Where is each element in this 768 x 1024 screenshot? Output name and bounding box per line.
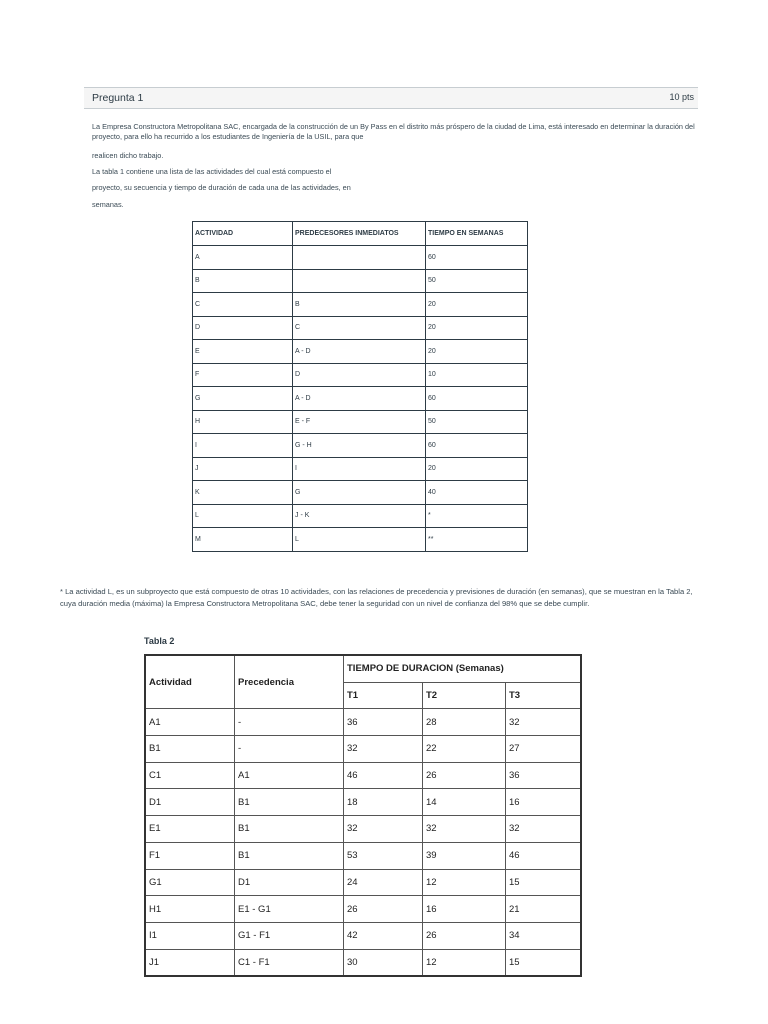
cell-actividad: F1 <box>145 842 235 869</box>
cell-precedencia: B1 <box>235 842 344 869</box>
header-predecesores: PREDECESORES INMEDIATOS <box>293 222 426 246</box>
footnote-activity-l: * La actividad L, es un subproyecto que está compuesto de otras 10 actividades, con las relaciones de precedencia y previsiones de duración (en semanas), que se muestran en la Tabla 2, cuya duración media (máxima) la Empresa Constructora Metropolitana SAC, debe tener la seguridad con un nivel de confianza del 98% que se debe cumplir. <box>60 587 693 608</box>
table2-caption: Tabla 2 <box>144 636 175 646</box>
cell-actividad: J1 <box>145 949 235 976</box>
cell-actividad: B1 <box>145 736 235 763</box>
cell-t3: 21 <box>506 896 582 923</box>
cell-actividad: C1 <box>145 762 235 789</box>
cell-t2: 12 <box>423 869 506 896</box>
table-row <box>193 481 528 505</box>
question-title: Pregunta 1 <box>92 92 144 104</box>
table-row <box>193 434 528 458</box>
table-row <box>145 869 581 896</box>
table-row <box>193 246 528 270</box>
cell-t3: 27 <box>506 736 582 763</box>
cell-predecesores: I <box>293 457 426 481</box>
cell-predecesores: G - H <box>293 434 426 458</box>
cell-actividad: M <box>193 528 293 552</box>
cell-predecesores: A - D <box>293 340 426 364</box>
table-row <box>145 896 581 923</box>
cell-predecesores: B <box>293 293 426 317</box>
table-row <box>193 528 528 552</box>
cell-t3: 36 <box>506 762 582 789</box>
cell-actividad: K <box>193 481 293 505</box>
cell-actividad: J <box>193 457 293 481</box>
question-points: 10 pts <box>669 92 694 102</box>
cell-actividad: I <box>193 434 293 458</box>
cell-actividad: A1 <box>145 709 235 736</box>
cell-tiempo: 20 <box>426 340 528 364</box>
cell-actividad: D1 <box>145 789 235 816</box>
cell-t3: 15 <box>506 949 582 976</box>
cell-t3: 32 <box>506 709 582 736</box>
cell-predecesores: J - K <box>293 504 426 528</box>
cell-actividad: E1 <box>145 816 235 843</box>
table-row <box>145 816 581 843</box>
table-row <box>145 949 581 976</box>
table-row <box>193 293 528 317</box>
table-row <box>145 762 581 789</box>
subproject-table <box>144 654 582 977</box>
cell-t1: 32 <box>344 736 423 763</box>
table-row <box>145 709 581 736</box>
cell-precedencia: D1 <box>235 869 344 896</box>
table-row <box>145 842 581 869</box>
cell-t1: 46 <box>344 762 423 789</box>
table-row <box>193 340 528 364</box>
cell-tiempo: 60 <box>426 246 528 270</box>
cell-t1: 24 <box>344 869 423 896</box>
table-header-row <box>193 222 528 246</box>
cell-precedencia: - <box>235 736 344 763</box>
cell-t1: 18 <box>344 789 423 816</box>
cell-precedencia: C1 - F1 <box>235 949 344 976</box>
cell-precedencia: G1 - F1 <box>235 922 344 949</box>
cell-t3: 16 <box>506 789 582 816</box>
cell-t1: 30 <box>344 949 423 976</box>
cell-predecesores: D <box>293 363 426 387</box>
cell-tiempo: 20 <box>426 316 528 340</box>
cell-tiempo: ** <box>426 528 528 552</box>
cell-predecesores <box>293 246 426 270</box>
cell-t1: 26 <box>344 896 423 923</box>
cell-t2: 26 <box>423 762 506 789</box>
cell-tiempo: 50 <box>426 410 528 434</box>
cell-tiempo: 60 <box>426 387 528 411</box>
table-row <box>145 789 581 816</box>
cell-tiempo: 50 <box>426 269 528 293</box>
cell-t1: 53 <box>344 842 423 869</box>
cell-t1: 42 <box>344 922 423 949</box>
cell-t2: 12 <box>423 949 506 976</box>
intro-paragraph-1: La Empresa Constructora Metropolitana SAC, encargada de la construcción de un By Pass en el distrito más próspero de la ciudad de Lima, está interesado en determinar la duración del proyecto, para ello ha recurrido a los estudiantes de Ingeniería de la USIL, para que <box>92 122 695 141</box>
cell-t2: 16 <box>423 896 506 923</box>
cell-t2: 28 <box>423 709 506 736</box>
cell-tiempo: 40 <box>426 481 528 505</box>
cell-actividad: H <box>193 410 293 434</box>
cell-tiempo: 20 <box>426 457 528 481</box>
cell-actividad: C <box>193 293 293 317</box>
cell-precedencia: B1 <box>235 789 344 816</box>
cell-predecesores: C <box>293 316 426 340</box>
table-row <box>193 504 528 528</box>
cell-predecesores: A - D <box>293 387 426 411</box>
cell-actividad: E <box>193 340 293 364</box>
cell-actividad: A <box>193 246 293 270</box>
header-tiempo-duracion: TIEMPO DE DURACION (Semanas) <box>344 655 582 682</box>
cell-t2: 14 <box>423 789 506 816</box>
header-precedencia: Precedencia <box>235 655 344 709</box>
cell-predecesores <box>293 269 426 293</box>
cell-t3: 34 <box>506 922 582 949</box>
cell-tiempo: 60 <box>426 434 528 458</box>
cell-predecesores: G <box>293 481 426 505</box>
cell-t3: 15 <box>506 869 582 896</box>
cell-predecesores: L <box>293 528 426 552</box>
cell-actividad: G1 <box>145 869 235 896</box>
cell-t3: 46 <box>506 842 582 869</box>
activities-table <box>192 221 528 552</box>
intro-paragraph-4: proyecto, su secuencia y tiempo de duración de cada una de las actividades, en <box>92 183 351 192</box>
table-row <box>193 316 528 340</box>
header-t2: T2 <box>423 682 506 709</box>
cell-t2: 22 <box>423 736 506 763</box>
cell-t2: 32 <box>423 816 506 843</box>
header-tiempo: TIEMPO EN SEMANAS <box>426 222 528 246</box>
cell-precedencia: E1 - G1 <box>235 896 344 923</box>
table-row <box>193 363 528 387</box>
cell-actividad: G <box>193 387 293 411</box>
header-t3: T3 <box>506 682 582 709</box>
header-actividad: Actividad <box>145 655 235 709</box>
header-t1: T1 <box>344 682 423 709</box>
cell-precedencia: - <box>235 709 344 736</box>
cell-precedencia: B1 <box>235 816 344 843</box>
table-row <box>145 736 581 763</box>
intro-paragraph-3: La tabla 1 contiene una lista de las actividades del cual está compuesto el <box>92 167 332 176</box>
table-row <box>145 922 581 949</box>
cell-actividad: B <box>193 269 293 293</box>
table-row <box>193 410 528 434</box>
cell-t3: 32 <box>506 816 582 843</box>
table-row <box>193 457 528 481</box>
cell-t1: 32 <box>344 816 423 843</box>
table-row <box>193 269 528 293</box>
cell-tiempo: * <box>426 504 528 528</box>
cell-actividad: I1 <box>145 922 235 949</box>
cell-t2: 39 <box>423 842 506 869</box>
table-header-row <box>145 655 581 682</box>
cell-actividad: L <box>193 504 293 528</box>
cell-actividad: F <box>193 363 293 387</box>
cell-tiempo: 20 <box>426 293 528 317</box>
cell-actividad: H1 <box>145 896 235 923</box>
intro-paragraph-2: realicen dicho trabajo. <box>92 151 164 160</box>
cell-t1: 36 <box>344 709 423 736</box>
cell-predecesores: E - F <box>293 410 426 434</box>
cell-tiempo: 10 <box>426 363 528 387</box>
table-row <box>193 387 528 411</box>
intro-paragraph-5: semanas. <box>92 200 124 209</box>
header-actividad: ACTIVIDAD <box>193 222 293 246</box>
cell-actividad: D <box>193 316 293 340</box>
question-header <box>84 87 698 109</box>
cell-t2: 26 <box>423 922 506 949</box>
cell-precedencia: A1 <box>235 762 344 789</box>
